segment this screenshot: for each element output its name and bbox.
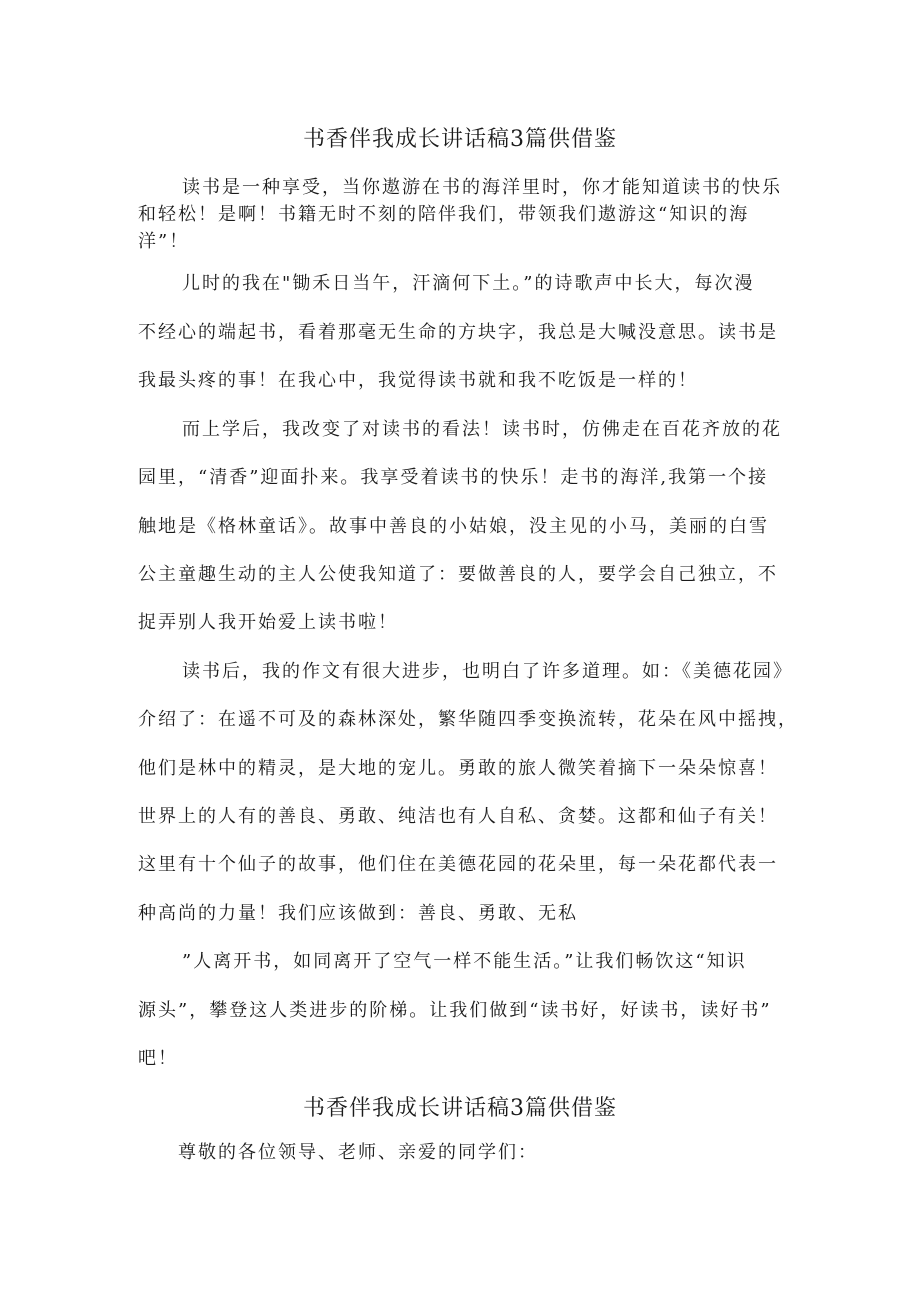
paragraph-4-line-4: 世界上的人有的善良、勇敢、纯洁也有人自私、贪婪。这都和仙子有关！ <box>138 806 778 827</box>
paragraph-4-line-6: 种高尚的力量！我们应该做到：善良、勇敢、无私 <box>138 903 578 924</box>
paragraph-3-line-1: 而上学后，我改变了对读书的看法！读书时，仿佛走在百花齐放的花 <box>182 419 782 440</box>
paragraph-2-line-1: 儿时的我在"锄禾日当午，汗滴何下土。”的诗歌声中长大，每次漫 <box>182 273 755 294</box>
second-document-title: 书香伴我成长讲话稿3篇供借鉴 <box>303 1096 617 1121</box>
paragraph-3-line-5: 捉弄别人我开始爱上读书啦！ <box>138 612 398 633</box>
paragraph-5-line-1: ”人离开书，如同离开了空气一样不能生活。”让我们畅饮这“知识 <box>182 951 747 972</box>
paragraph-5-line-3: 吧！ <box>138 1048 178 1069</box>
paragraph-1-line-2: 和轻松！是啊！书籍无时不刻的陪伴我们，带领我们遨游这“知识的海 <box>138 204 750 225</box>
greeting-line: 尊敬的各位领导、老师、亲爱的同学们： <box>178 1142 538 1163</box>
paragraph-3-line-2: 园里，“清香”迎面扑来。我享受着读书的快乐！走书的海洋,我第一个接 <box>138 467 769 488</box>
paragraph-2-line-3: 我最头疼的事！在我心中，我觉得读书就和我不吃饭是一样的！ <box>138 370 698 391</box>
paragraph-3-line-3: 触地是《格林童话》。故事中善良的小姑娘，没主见的小马，美丽的白雪 <box>138 516 769 537</box>
paragraph-2-line-2: 不经心的端起书，看着那毫无生命的方块字，我总是大喊没意思。读书是 <box>138 322 778 343</box>
paragraph-4-line-1: 读书后，我的作文有很大进步，也明白了许多道理。如：《美德花园》 <box>182 661 793 682</box>
paragraph-3-line-4: 公主童趣生动的主人公使我知道了：要做善良的人，要学会自己独立，不 <box>138 564 778 585</box>
paragraph-4-line-3: 他们是林中的精灵，是大地的宠儿。勇敢的旅人微笑着摘下一朵朵惊喜！ <box>138 758 778 779</box>
paragraph-1-line-3: 洋”！ <box>138 231 190 252</box>
paragraph-1-line-1: 读书是一种享受，当你遨游在书的海洋里时，你才能知道读书的快乐 <box>182 177 782 198</box>
paragraph-4-line-2: 介绍了：在遥不可及的森林深处，繁华随四季变换流转，花朵在风中摇拽， <box>138 709 798 730</box>
paragraph-4-line-5: 这里有十个仙子的故事，他们住在美德花园的花朵里，每一朵花都代表一 <box>138 854 778 875</box>
document-title: 书香伴我成长讲话稿3篇供借鉴 <box>303 127 617 152</box>
paragraph-5-line-2: 源头”，攀登这人类进步的阶梯。让我们做到“读书好，好读书，读好书” <box>138 1000 772 1021</box>
